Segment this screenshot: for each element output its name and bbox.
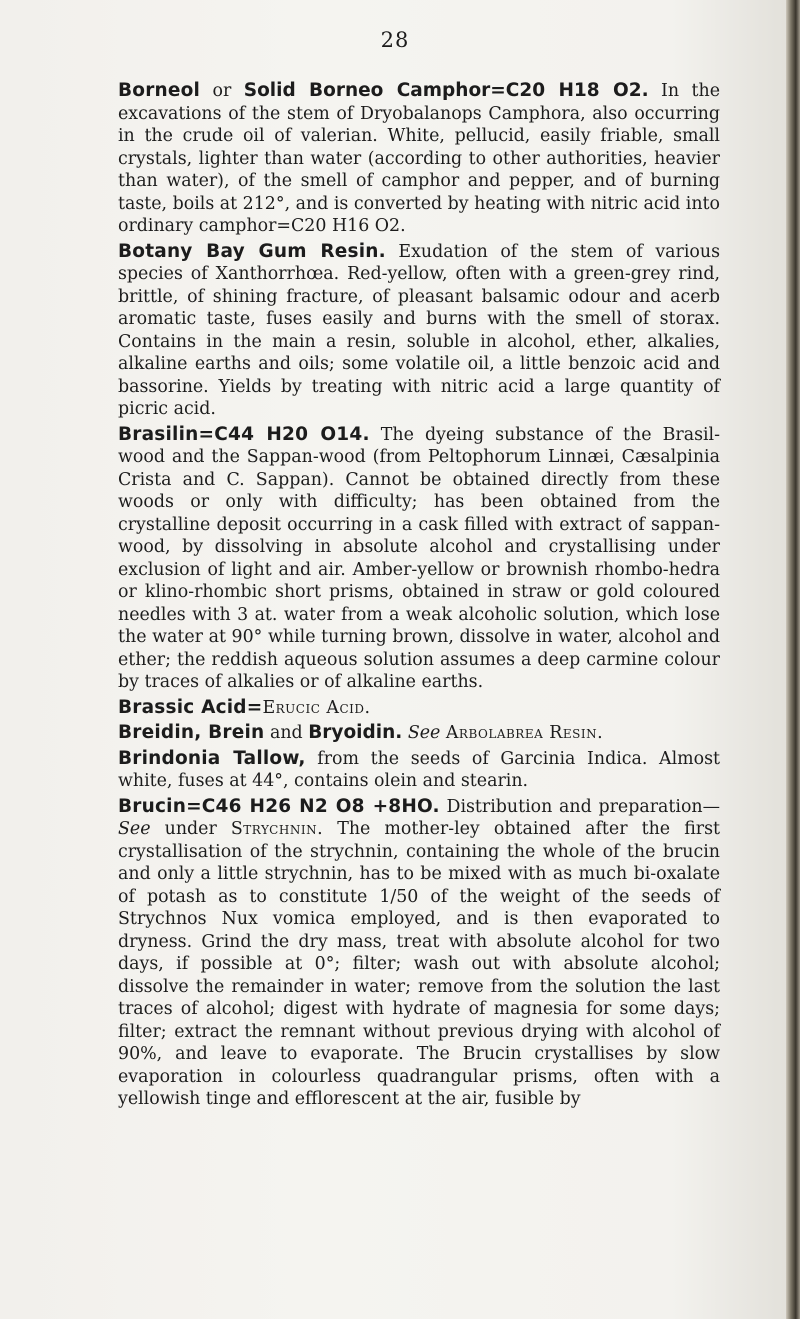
cross-reference: Strychnin. — [230, 819, 324, 839]
entry-body: In the excavations of the stem of Dryobalanops Camphora, also occurring in the crude oil of valerian. White, pellucid, easily friable, small crystals, lighter than water (according to other authorities, heavier than water), of the smell of camphor and pepper, and of burning taste, boils at 212°, and is converted by heating with nitric acid into ordinary camphor=C20 H16 O2. — [118, 81, 721, 236]
entry-breidin — [118, 722, 720, 745]
entry-headword: Brasilin=C44 H20 O14. — [118, 423, 370, 445]
entry-brindonia-tallow — [118, 748, 720, 793]
entry-joiner: and — [269, 723, 303, 743]
cross-reference: Erucic Acid. — [262, 697, 371, 718]
entry-headword-secondary: Bryoidin. — [308, 722, 403, 743]
entry-body-lead: Distribution and preparation— — [446, 796, 721, 817]
entry-headword-secondary: Solid Borneo Camphor=C20 H18 O2. — [243, 80, 649, 101]
see-label: See — [407, 723, 441, 743]
entry-brassic-acid — [118, 697, 720, 720]
entry-botany-bay-gum-resin — [118, 241, 720, 421]
entry-headword: Breidin, Brein — [118, 722, 265, 743]
entry-headword: Borneol — [118, 80, 201, 101]
entry-body: The dyeing substance of the Brasil-wood and the Sappan-wood (from Peltophorum Linnæi, Cæsalpinia Crista and C. Sappan). Cannot be obtained directly from these woods or only with difficulty; has been obtained from the crystalline deposit occurring in a cask filled with extract of sappan-wood, by dissolving in absolute alcohol and crystallising under exclusion of light and air. Amber-yellow or brownish rhombo-hedra or klino-rhombic short prisms, obtained in straw or gold coloured needles with 3 at. water from a weak alcoholic solution, which lose the water at 90° while turning brown, dissolve in water, alcohol and ether; the reddish aqueous solution assumes a deep carmine colour by traces of alkalies or of alkaline earths. — [118, 424, 720, 692]
cross-reference: Arbolabrea Resin. — [445, 723, 604, 743]
entry-headword: Brassic Acid= — [118, 696, 263, 718]
entry-headword: Botany Bay Gum Resin. — [118, 240, 386, 262]
page-number: 28 — [380, 28, 410, 52]
entry-brucin — [118, 796, 720, 1111]
entry-body: Exudation of the stem of various species of Xanthorrhœa. Red-yellow, often with a green-grey rind, brittle, of shining fracture, of pleasant balsamic odour and acerb aromatic taste, fuses easily and burns with the smell of storax. Contains in the main a resin, soluble in alcohol, ether, alkalies, alkaline earths and oils; some volatile oil, a little benzoic acid and bassorine. Yields by treating with nitric acid a large quantity of picric acid. — [118, 241, 720, 419]
page-body — [118, 80, 720, 1111]
entry-headword: Brindonia Tallow, — [118, 747, 306, 769]
entry-body-mid: under — [164, 819, 217, 839]
entry-brasilin — [118, 424, 720, 694]
see-label: See — [118, 819, 151, 839]
entry-headword: Brucin=C46 H26 N2 O8 +8HO. — [118, 795, 440, 817]
entry-borneol — [118, 80, 720, 238]
entry-joiner: or — [212, 81, 232, 101]
entry-body: The mother-ley obtained after the first crystallisation of the strychnin, containing the whole of the brucin and only a little strychnin, has to be mixed with as much bi-oxalate of potash as to constitute 1/50 of the weight of the seeds of Strychnos Nux vomica employed, and is then evaporated to dryness. Grind the dry mass, treat with absolute alcohol for two days, if possible at 0°; filter; wash out with absolute alcohol; dissolve the remainder in water; remove from the solution the last traces of alcohol; digest with hydrate of magnesia for some days; filter; extract the remnant without previous drying with alcohol of 90%, and leave to evaporate. The Brucin crystallises by slow evaporation in colourless quadrangular prisms, often with a yellowish tinge and efflorescent at the air, fusible by — [118, 819, 721, 1109]
entry-body: from the seeds of Garcinia Indica. Almost white, fuses at 44°, contains olein and stearin. — [118, 748, 721, 791]
page-edge-shadow — [786, 0, 800, 1319]
